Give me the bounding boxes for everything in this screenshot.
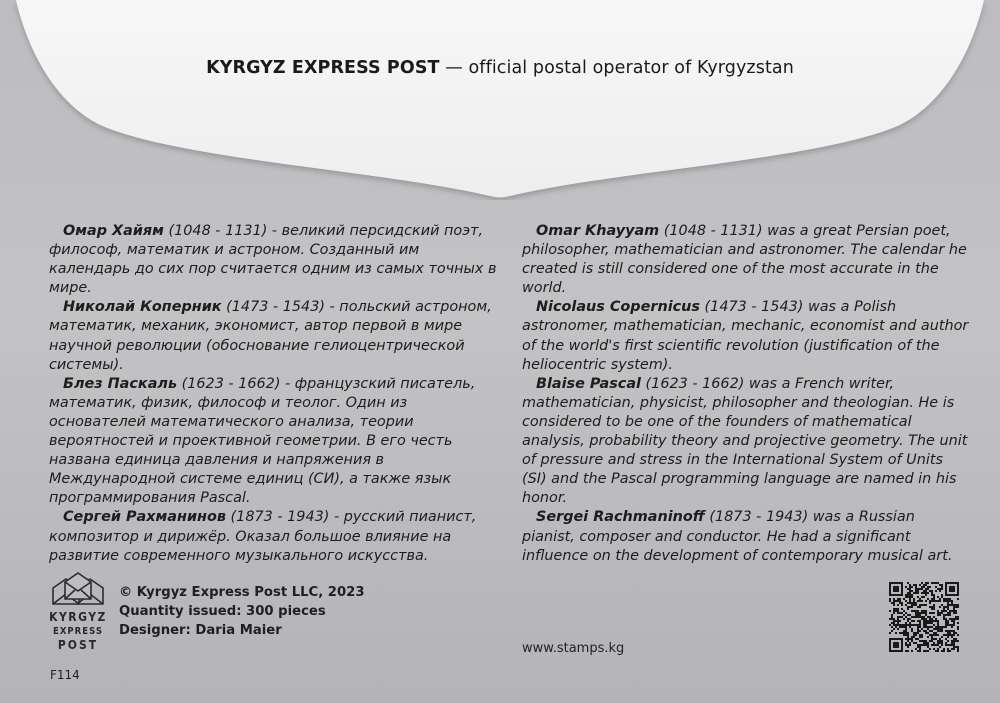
envelope-flap xyxy=(0,0,1000,200)
ru-paragraph-khayyam xyxy=(49,222,499,298)
qr-code-icon[interactable] xyxy=(889,582,959,652)
en-paragraph-khayyam xyxy=(522,222,972,298)
english-description-column xyxy=(522,222,972,566)
logo-line-2: EXPRESS xyxy=(52,626,103,637)
en-text: (1048 - 1131) was a great Persian poet, philosopher, mathematician and astronomer. The calendar he created is still considered one of the most accurate in the world. xyxy=(522,223,967,297)
ru-paragraph-rachmaninoff xyxy=(49,508,499,565)
ru-text: (1873 - 1943) - русский пианист, композитор и дирижёр. Оказал большое влияние на развитие современного музыкального искусства. xyxy=(49,509,477,564)
header-line xyxy=(0,58,1000,78)
quantity-text: Quantity issued: 300 pieces xyxy=(119,604,326,619)
ru-text: (1473 - 1543) - польский астроном, математик, механик, экономист, автор первой в мире научной революции (обоснование гелиоцентрической системы). xyxy=(49,299,492,373)
en-paragraph-pascal xyxy=(522,375,972,509)
website-link[interactable]: www.stamps.kg xyxy=(522,641,625,656)
ru-text: (1623 - 1662) - французский писатель, математик, физик, философ и теолог. Один из основателей математического анализа, теории вероятностей и проективной геометрии. В его честь названа единица давления и напряжения в Международной системе единиц (СИ), а также язык программирования Pascal. xyxy=(49,375,476,507)
ru-name: Омар Хайям xyxy=(63,223,164,239)
en-paragraph-copernicus xyxy=(522,298,972,374)
header-tagline: — official postal operator of Kyrgyzstan xyxy=(439,58,794,78)
credits-block xyxy=(119,583,365,640)
en-text: (1873 - 1943) was a Russian pianist, composer and conductor. He had a significant influence on the development of contemporary musical art. xyxy=(522,509,953,564)
ru-name: Блез Паскаль xyxy=(63,375,178,392)
russian-description-column xyxy=(49,222,499,566)
en-name: Nicolaus Copernicus xyxy=(536,299,700,316)
ru-name: Сергей Рахманинов xyxy=(63,509,226,526)
envelopes-icon xyxy=(48,572,108,610)
ru-paragraph-pascal xyxy=(49,375,499,509)
brand-name: KYRGYZ EXPRESS POST xyxy=(206,58,440,78)
en-paragraph-rachmaninoff xyxy=(522,508,972,565)
ru-name: Николай Коперник xyxy=(63,299,222,316)
en-name: Omar Khayyam xyxy=(536,223,660,239)
logo-line-3: POST xyxy=(57,638,99,652)
product-code: F114 xyxy=(50,668,80,682)
en-text: (1473 - 1543) was a Polish astronomer, mathematician, mechanic, economist and author of the world's first scientific revolution (justification of the heliocentric system). xyxy=(522,299,969,373)
copyright-text: © Kyrgyz Express Post LLC, 2023 xyxy=(119,585,365,600)
en-name: Sergei Rachmaninoff xyxy=(536,509,705,526)
en-text: (1623 - 1662) was a French writer, mathematician, physicist, philosopher and theologian. He is considered to be one of the founders of mathematical analysis, probability theory and projective geometry. The unit of pressure and stress in the International System of Units (SI) and the Pascal programming language are named in his honor. xyxy=(522,375,968,507)
ru-paragraph-copernicus xyxy=(49,298,499,374)
kyrgyz-express-post-logo xyxy=(48,572,108,658)
logo-line-1: KYRGYZ xyxy=(49,610,107,624)
ru-text: (1048 - 1131) - великий персидский поэт, философ, математик и астроном. Созданный им календарь до сих пор считается одним из самых точных в мире. xyxy=(49,223,497,297)
en-name: Blaise Pascal xyxy=(536,375,641,392)
designer-text: Designer: Daria Maier xyxy=(119,623,282,638)
